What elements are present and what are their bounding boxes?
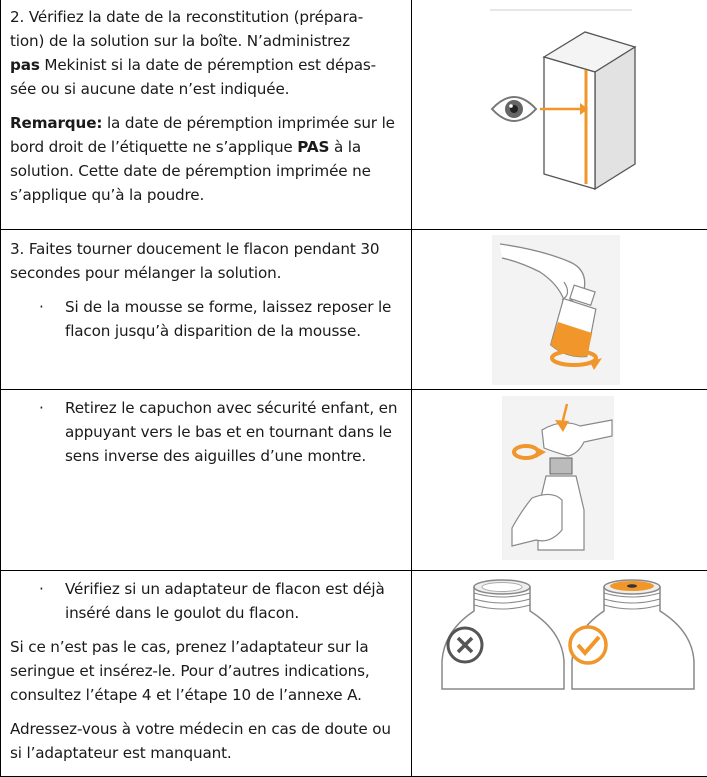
step-3-image-cell xyxy=(412,230,707,390)
swirl-bottle-icon xyxy=(412,230,706,388)
cap-removal-icon xyxy=(412,390,706,568)
note-bold-pas: PAS xyxy=(297,138,329,156)
step-2-text-cell xyxy=(1,0,412,230)
eye-box-icon xyxy=(412,0,706,227)
note-label: Remarque: xyxy=(10,114,102,132)
step-3-row xyxy=(1,230,707,390)
step-2-note: Remarque: la date de péremption imprimée sur le bord droit de l’étiquette ne s’applique PAS à la solution. Cette date de péremption imprimée ne s’applique qu’à la poudre. xyxy=(10,111,403,207)
adapter-paragraph-1: Si ce n’est pas le cas, prenez l’adaptateur sur la seringue et insérez-le. Pour d’autres indications, consultez l’étape 4 et l’étape 10 de l’annexe A. xyxy=(10,635,403,707)
step-2-row xyxy=(1,0,707,230)
cap-removal-text-cell xyxy=(1,390,412,571)
step-3-bullet: · Si de la mousse se forme, laissez reposer le flacon jusqu’à disparition de la mousse. xyxy=(10,295,403,343)
step-2-bold-pas: pas xyxy=(10,56,40,74)
check-circle-icon xyxy=(570,627,606,663)
x-circle-icon xyxy=(448,628,482,662)
adapter-row xyxy=(1,571,707,777)
cap-removal-bullet: · Retirez le capuchon avec sécurité enfant, en appuyant vers le bas et en tournant dans le sens inverse des aiguilles d’une montre. xyxy=(10,396,403,468)
step-2-paragraph: 2. Vérifiez la date de la reconstitution (prépara- tion) de la solution sur la boîte. N’administrez pas Mekinist si la date de péremption est dépas- sée ou si aucune date n’est indiquée. xyxy=(10,5,403,101)
adapter-image-cell xyxy=(412,571,707,777)
adapter-comparison-icon xyxy=(412,571,706,775)
step-3-text-cell xyxy=(1,230,412,390)
cap-removal-row xyxy=(1,390,707,571)
adapter-paragraph-2: Adressez-vous à votre médecin en cas de doute ou si l’adaptateur est manquant. xyxy=(10,717,403,765)
step-3-paragraph: 3. Faites tourner doucement le flacon pendant 30 secondes pour mélanger la solution. xyxy=(10,237,403,285)
adapter-bullet: · Vérifiez si un adaptateur de flacon est déjà inséré dans le goulot du flacon. xyxy=(10,577,403,625)
adapter-text-cell xyxy=(1,571,412,777)
step-2-image-cell xyxy=(412,0,707,230)
cap-removal-image-cell xyxy=(412,390,707,571)
